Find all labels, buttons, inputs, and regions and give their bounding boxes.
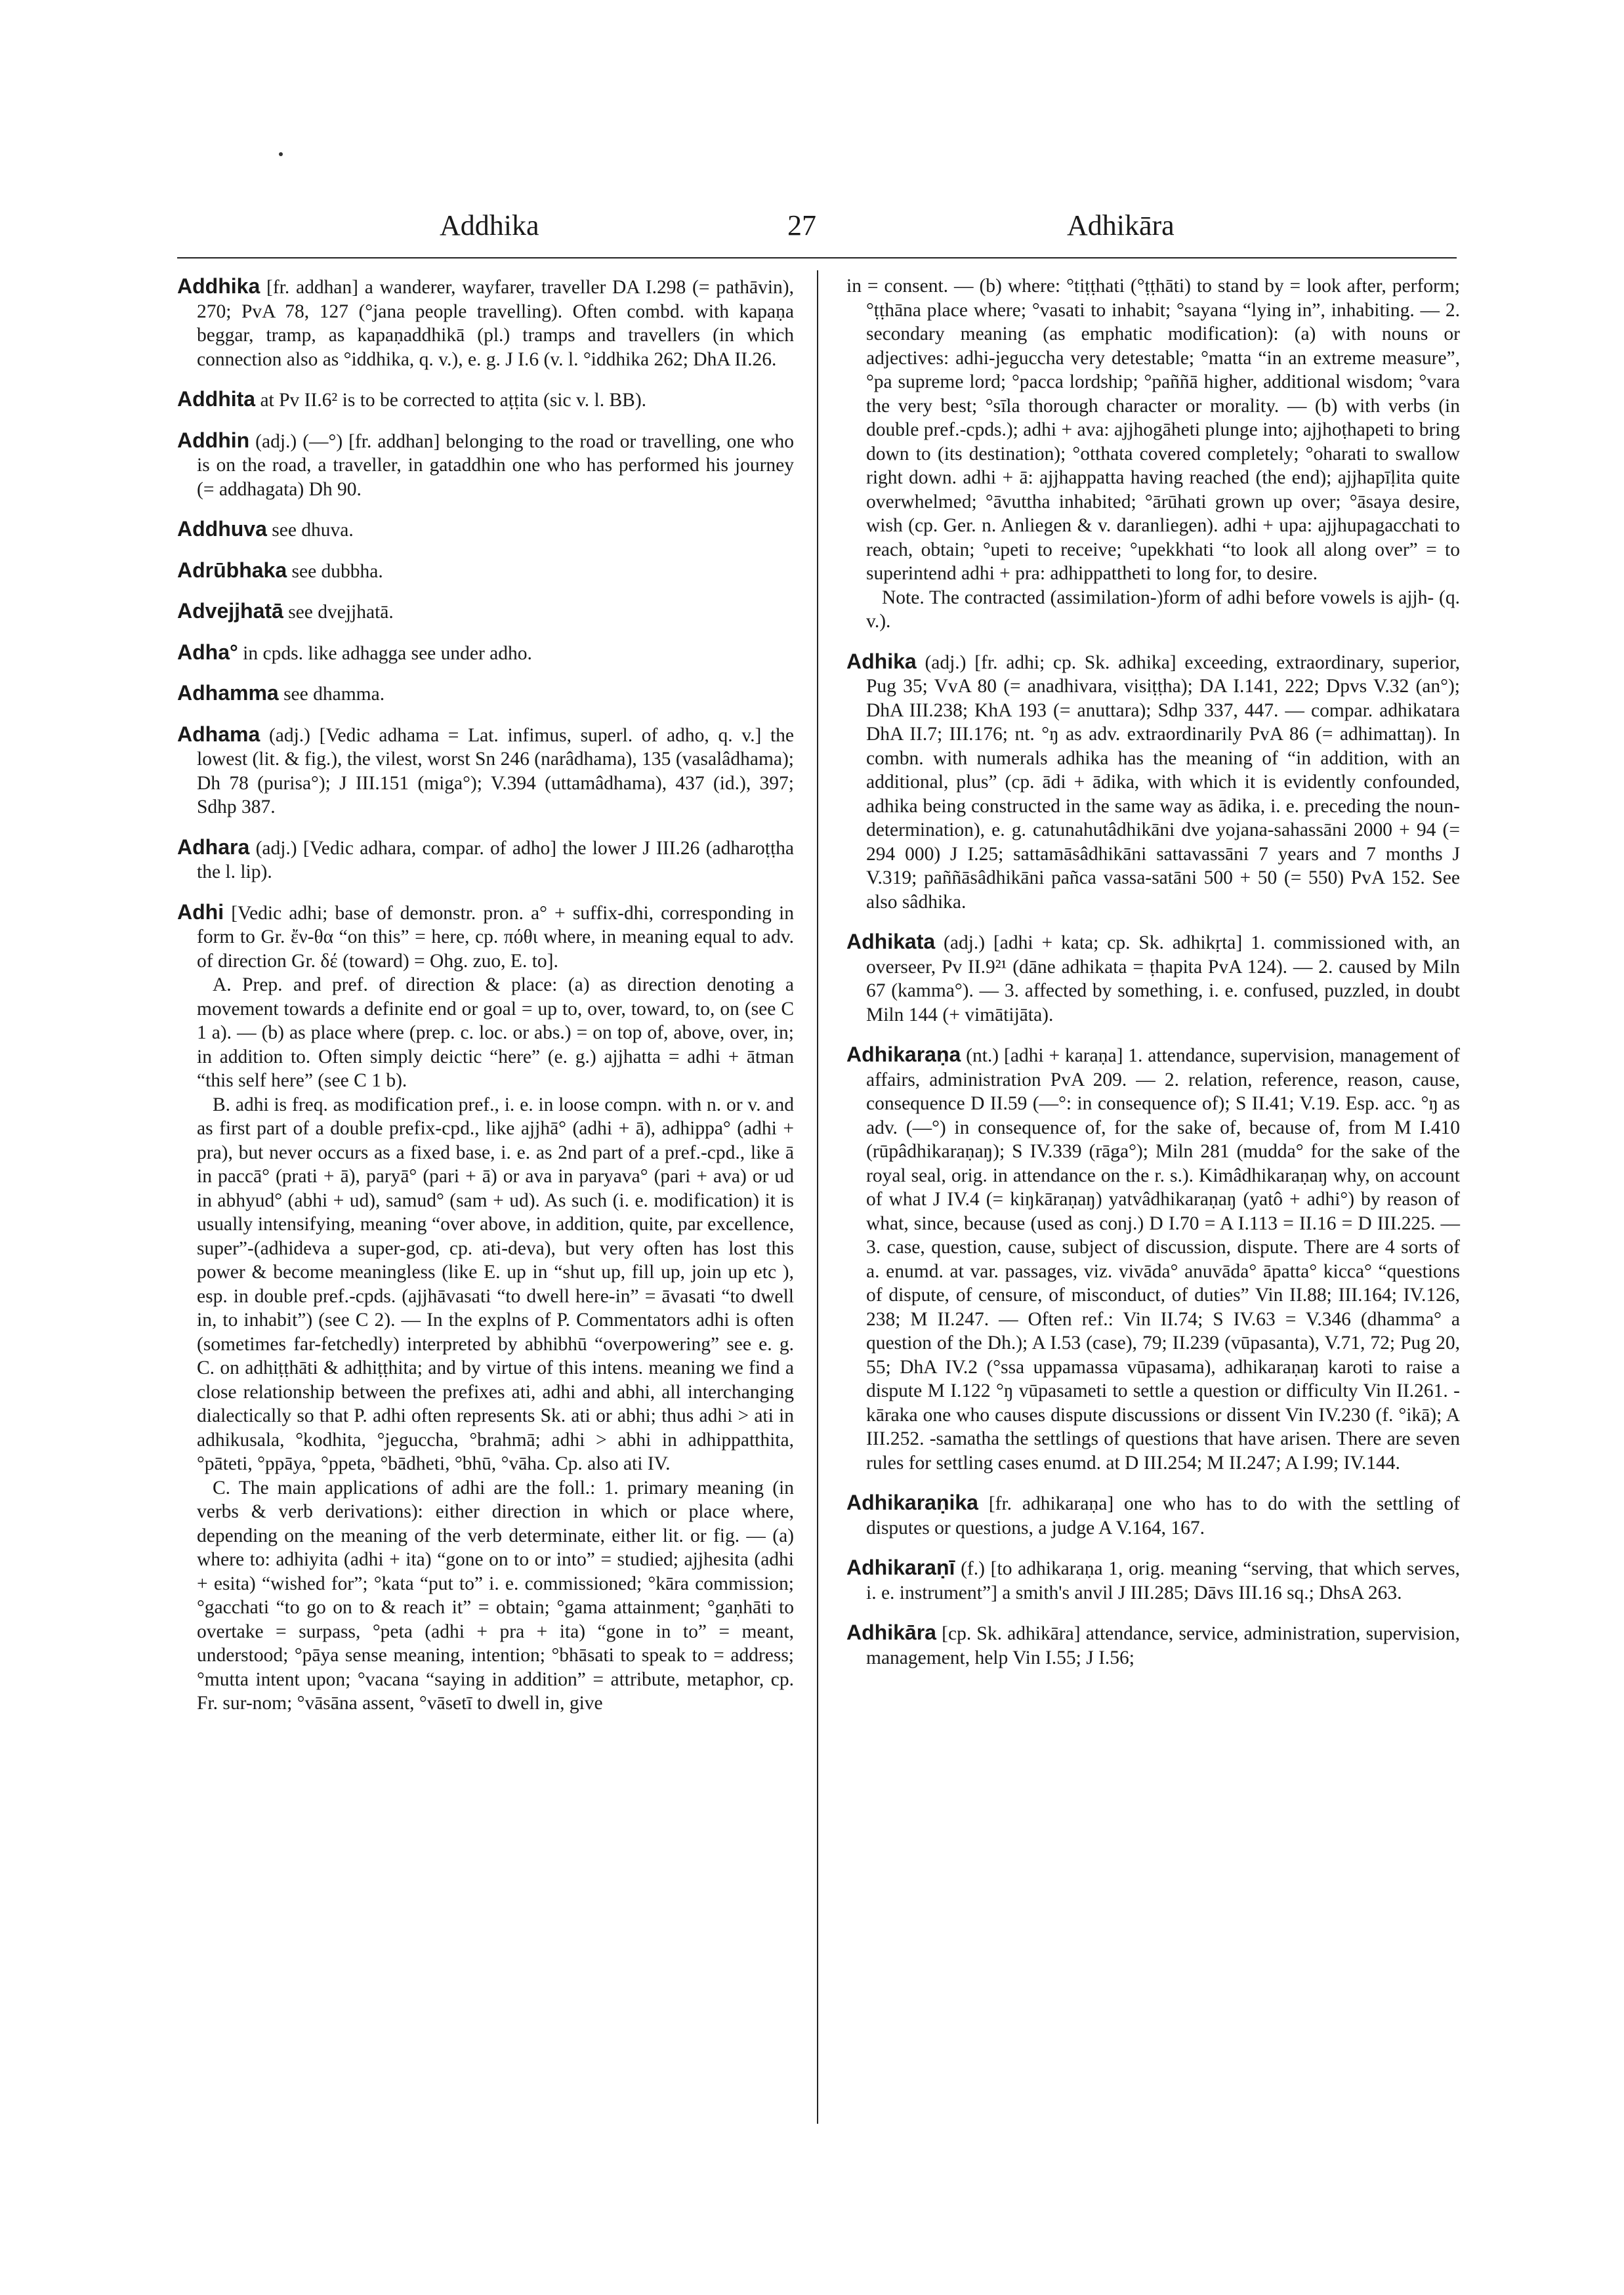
entry-definition: (adj.) (—°) [fr. addhan] belonging to the road or travelling, one who is on the road, a traveller, in gataddhin one who has performed his journey (= addhagata) Dh 90.	[197, 430, 795, 500]
headword: Adhikata	[846, 930, 936, 953]
entry-paragraph: C. The main applications of adhi are the foll.: 1. primary meaning (in verbs & verb derivations): either direction in which or place where, depending on the meaning of the verb determinate, either lit. or fig. — (a) where to: adhiyita (adhi + ita) “gone on to or into” = studied; ajjhesita (adhi + esita) “wished for”; °kata “put to” i. e. commissioned; °kāra commission; °gacchati “to go on to & reach it” = obtain; °gama attainment; °gaṇhāti to overtake = surpass, °peta (adhi + pra + ita) “gone in to” = meant, understood; °pāya sense meaning, intention; °bhāsati to speak to = address; °mutta intent upon; °vacana “saying in addition” = attribute, metaphor, cp. Fr. sur-nom; °vāsāna assent, °vāsetī to dwell in, give	[197, 1477, 794, 1714]
dictionary-entry	[846, 274, 1460, 634]
headword: Addhita	[177, 387, 256, 411]
entry-paragraph: A. Prep. and pref. of direction & place: (a) as direction denoting a movement towards a definite end or goal = up to, over, toward, to, on (see C 1 a). — (b) as place where (prep. c. loc. or abs.) = on top of, above, over, in; in addition to. Often simply deictic “here” (e. g.) ajjhatta = adhi + ātman “this self here” (see C 1 b).	[197, 974, 794, 1091]
dictionary-entry	[177, 640, 794, 666]
headword: Adhikaraṇika	[846, 1491, 978, 1514]
dictionary-entry	[177, 428, 794, 502]
headword: Adhikāra	[846, 1621, 936, 1644]
dictionary-entry	[177, 558, 794, 584]
headword: Adha°	[177, 640, 238, 664]
entry-definition: (adj.) [Vedic adhara, compar. of adho] the lower J III.26 (adharoṭṭha the l. lip).	[197, 837, 794, 882]
entry-definition: [Vedic adhi; base of demonstr. pron. a° + suffix-dhi, corresponding in form to Gr. ἔν-θα “on this” = here, cp. πόθι where, in meaning equal to adv. of direction Gr. δέ (toward) = Ohg. zuo, E. to].	[197, 902, 794, 972]
column-divider	[817, 270, 818, 2124]
running-header	[177, 209, 1457, 255]
entry-definition: in cpds. like adhagga see under adho.	[243, 642, 532, 664]
dictionary-entry	[846, 1043, 1460, 1475]
dictionary-entry	[177, 517, 794, 543]
entry-definition: see dubbha.	[291, 560, 383, 582]
right-guide-word: Adhikāra	[1067, 209, 1175, 241]
headword: Adhara	[177, 835, 250, 859]
headword: Addhin	[177, 428, 250, 452]
right-column	[846, 274, 1460, 1685]
entry-definition: (adj.) [fr. adhi; cp. Sk. adhika] exceeding, extraordinary, superior, Pug 35; VvA 80 (= anadhivara, visiṭṭha); DA I.141, 222; Dpvs V.32 (an°); DhA III.238; KhA 193 (= anuttara); Sdhp 337, 447. — compar. adhikatara DhA II.7; III.176; nt. °ŋ as adv. extraordinarily PvA 86 (= adhimattaŋ). In combn. with numerals adhika has the meaning of “in addition, with an additional, plus” (cp. ādi + ādika, with which it is evidently confounded, adhika being constructed in the same way as ādika, i. e. preceding the noun-determination), e. g. catunahutâdhikāni dve yojana-sahassāni 2000 + 94 (= 294 000) J I.25; sattamāsâdhikāni sattavassāni 7 years and 7 months J V.319; paññāsâdhikāni pañca vassa-satāni 500 + 50 (= 550) PvA 152. See also sâdhika.	[866, 651, 1461, 913]
entry-definition: (adj.) [adhi + kata; cp. Sk. adhikṛta] 1. commissioned with, an overseer, Pv II.9²¹ (dāne adhikata = ṭhapita PvA 124). — 2. caused by Miln 67 (kamma°). — 3. affected by something, i. e. confused, puzzled, in doubt Miln 144 (+ vimātijāta).	[866, 932, 1460, 1025]
headword: Adhamma	[177, 681, 279, 705]
entry-definition: (f.) [to adhikaraṇa 1, orig. meaning “serving, that which serves, i. e. instrument”] a smith's anvil J III.285; Dāvs III.16 sq.; DhsA 263.	[866, 1558, 1460, 1603]
entry-definition: see dhamma.	[283, 684, 385, 705]
dictionary-entry	[177, 274, 794, 371]
entry-definition: in = consent. — (b) where: °tiṭṭhati (°ṭṭhāti) to stand by = look after, perform; °ṭṭhāna place where; °vasati to inhabit; °sayana “lying in”, inhabiting. — 2. secondary meaning (as emphatic modification): (a) with nouns or adjectives: adhi-jeguccha very detestable; °matta “in an extreme measure”, °pa supreme lord; °pacca lordship; °paññā higher, additional wisdom; °vara the very best; °sīla thorough character or morality. — (b) with verbs (in double pref.-cpds.); adhi + ava: ajjhogāheti plunge into; ajjhoṭhapeti to bring down to (its destination); °otthata covered completely; °oharati to swallow right down. adhi + ā: ajjhappatta having reached (the end); ajjhapīḷita quite overwhelmed; °āvuttha inhabited; °ārūhati grown up over; °āsaya desire, wish (cp. Ger. n. Anliegen & v. daranliegen). adhi + upa: ajjhupagacchati to reach, obtain; °upeti to receive; °upekkhati “to look all along over” = to superintend adhi + pra: adhippattheti to long for, to desire.	[846, 276, 1460, 584]
headword: Adrūbhaka	[177, 558, 287, 582]
dictionary-entry	[846, 1556, 1460, 1605]
dictionary-entry	[846, 1491, 1460, 1540]
headword: Adhikaraṇī	[846, 1556, 955, 1579]
entry-definition: [fr. adhikaraṇa] one who has to do with the settling of disputes or questions, a judge A V.164, 167.	[866, 1493, 1461, 1539]
left-column	[177, 274, 794, 1731]
entry-paragraph: Note. The contracted (assimilation-)form of adhi before vowels is ajjh- (q. v.).	[866, 587, 1460, 632]
page-number: 27	[787, 209, 816, 241]
dictionary-entry	[846, 650, 1460, 915]
headword: Adhikaraṇa	[846, 1043, 961, 1066]
entry-definition: see dhuva.	[272, 520, 354, 541]
entry-definition: [cp. Sk. adhikāra] attendance, service, administration, supervision, management, help Vin I.55; J I.56;	[866, 1623, 1460, 1668]
dictionary-entry	[177, 681, 794, 707]
entry-definition: see dvejjhatā.	[288, 602, 394, 623]
dictionary-entry	[177, 387, 794, 413]
headword: Adhika	[846, 649, 917, 673]
left-guide-word: Addhika	[440, 209, 539, 241]
headword: Adhama	[177, 722, 260, 746]
entry-paragraph: B. adhi is freq. as modification pref., i. e. in loose compn. with n. or v. and as first part of a double prefix-cpd., like ajjhā° (adhi + ā), adhippa° (adhi + pra), but never occurs as a fixed base, i. e. as 2nd part of a pref.-cpd., like ā in paccā° (prati + ā), paryā° (pari + ā) or ava in paryava° (pari + ava) or ud in abhyud° (abhi + ud), samud° (sam + ud). As such (i. e. modification) it is usually intensifying, meaning “over above, in addition, quite, par excellence, super”-(adhideva a super-god, cp. ati-deva), but very often has lost this power & become meaningless (like E. up in “shut up, fill up, join up etc ), esp. in double pref.-cpds. (ajjhāvasati “to dwell here-in” = āvasati “to dwell in, to inhabit”) (see C 2). — In the explns of P. Commentators adhi is often (sometimes far-fetchedly) interpreted by abhibhū “overpowering” see e. g. C. on adhiṭṭhāti & adhiṭṭhita; and by virtue of this intens. meaning we find a close relationship between the prefixes ati, adhi and abhi, all interchanging dialectically so that P. adhi often represents Sk. ati or abhi; thus adhi > ati in adhikusala, °kodhita, °jeguccha, °brahmā; adhi > abhi in adhippatthita, °pāteti, °ppāya, °ppeta, °bādheti, °bhū, °vāha. Cp. also ati IV.	[197, 1094, 794, 1474]
dictionary-entry	[846, 930, 1460, 1027]
entry-definition: (adj.) [Vedic adhama = Lat. infimus, superl. of adho, q. v.] the lowest (lit. & fig.), the vilest, worst Sn 246 (narâdhama), 135 (vasalâdhama); Dh 78 (purisa°); J III.151 (miga°); V.394 (uttamâdhama), 437 (id.), 397; Sdhp 387.	[197, 724, 795, 817]
dictionary-entry	[177, 599, 794, 625]
entry-definition: at Pv II.6² is to be corrected to aṭṭita (sic v. l. BB).	[260, 390, 647, 411]
entry-definition: (nt.) [adhi + karaṇa] 1. attendance, supervision, management of affairs, administration PvA 209. — 2. relation, reference, reason, cause, consequence D II.59 (—°: in consequence of); S II.41; V.19. Esp. acc. °ŋ as adv. (—°) in consequence of, for the sake of, because of, from M I.410 (rūpâdhikaraṇaŋ); S IV.339 (rāga°); Miln 281 (mudda° for the sake of the royal seal, orig. in attendance on the r. s.). Kimâdhikaraṇaŋ why, on account of what J IV.4 (= kiŋkāraṇaŋ) yatvâdhikaraṇaŋ (yatô + adhi°) by reason of what, since, because (used as conj.) D I.70 = A I.113 = II.16 = D III.225. — 3. case, question, cause, subject of discussion, dispute. There are 4 sorts of a. enumd. at var. passages, viz. vivāda° anuvāda° āpatta° kicca° “questions of dispute, of censure, of misconduct, of duties” Vin II.88; III.164; IV.126, 238; M II.247. — Often ref.: Vin II.74; S IV.63 = V.346 (dhamma° a question of the Dh.); A I.53 (case), 79; II.239 (vūpasanta), V.71, 72; Pug 20, 55; DhA IV.2 (°ssa uppamassa vūpasama), adhikaraṇaŋ karoti to raise a dispute M I.122 °ŋ vūpasameti to settle a question or difficulty Vin II.261. -kāraka one who causes dispute discussions or dissent Vin IV.230 (f. °ikā); A III.252. -samatha the settlings of questions that have arisen. There are seven rules for settling cases enumd. at D III.254; M II.247; A I.99; IV.144.	[866, 1045, 1461, 1474]
dictionary-entry	[177, 900, 794, 1716]
page-speck	[279, 152, 283, 156]
header-rule	[177, 257, 1457, 258]
entry-definition: [fr. addhan] a wanderer, wayfarer, traveller DA I.298 (= pathāvin), 270; PvA 78, 127 (°jana people travelling). Often combd. with kapaṇa beggar, tramp, as kapaṇaddhikā (pl.) tramps and travellers (in which connection also as °iddhika, q. v.), e. g. J I.6 (v. l. °iddhika 262; DhA II.26.	[197, 277, 795, 370]
headword: Adhi	[177, 899, 224, 924]
headword: Addhuva	[177, 517, 267, 541]
dictionary-entry	[177, 835, 794, 884]
headword: Advejjhatā	[177, 599, 283, 623]
dictionary-entry	[846, 1621, 1460, 1670]
dictionary-entry	[177, 722, 794, 819]
headword: Addhika	[177, 274, 260, 298]
